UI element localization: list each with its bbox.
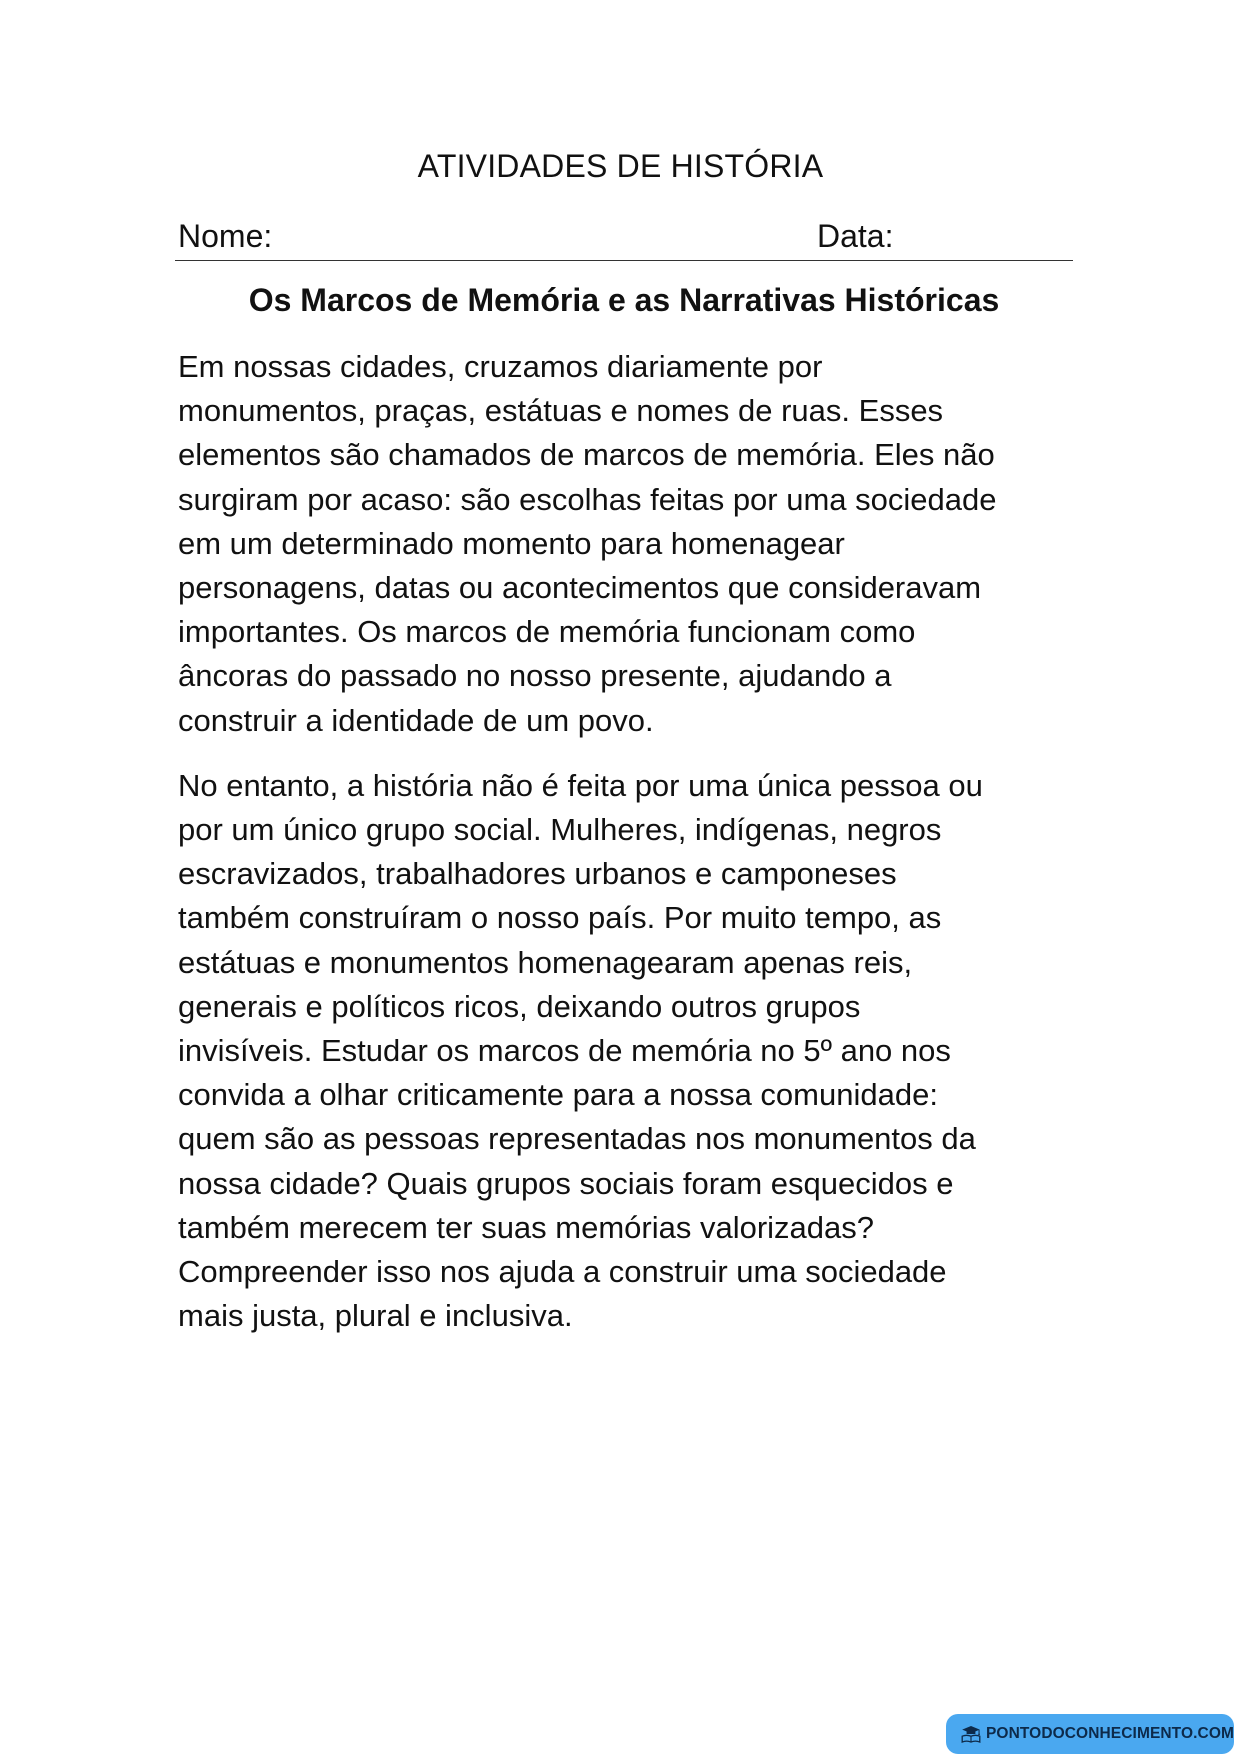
text-line: mais justa, plural e inclusiva. <box>178 1298 573 1334</box>
text-line: quem são as pessoas representadas nos monumentos da <box>178 1121 976 1157</box>
text-line: monumentos, praças, estátuas e nomes de ruas. Esses <box>178 393 944 429</box>
text-line: construir a identidade de um povo. <box>178 702 654 738</box>
text-line: em um determinado momento para homenagear <box>178 525 845 561</box>
site-badge[interactable] <box>946 1714 1234 1754</box>
page-title: ATIVIDADES DE HISTÓRIA <box>417 148 824 184</box>
name-date-row <box>175 212 1073 261</box>
date-label: Data: <box>817 218 894 254</box>
text-line: personagens, datas ou acontecimentos que consideravam <box>178 570 982 606</box>
text-heading: Os Marcos de Memória e as Narrativas Históricas <box>248 282 1000 318</box>
text-line: generais e políticos ricos, deixando outros grupos <box>178 988 861 1024</box>
text-line: convida a olhar criticamente para a nossa comunidade: <box>178 1077 938 1113</box>
text-line: escravizados, trabalhadores urbanos e camponeses <box>178 856 897 892</box>
paragraph-2 <box>178 764 1078 1339</box>
text-line: Em nossas cidades, cruzamos diariamente por <box>178 349 823 384</box>
text-line: âncoras do passado no nosso presente, ajudando a <box>178 658 892 694</box>
text-line: também construíram o nosso país. Por muito tempo, as <box>178 900 942 936</box>
text-line: importantes. Os marcos de memória funcionam como <box>178 614 916 650</box>
text-line: estátuas e monumentos homenagearam apenas reis, <box>178 944 913 980</box>
text-line: surgiram por acaso: são escolhas feitas por uma sociedade <box>178 481 997 517</box>
text-line: invisíveis. Estudar os marcos de memória no 5º ano nos <box>178 1033 951 1069</box>
site-label: PONTODOCONHECIMENTO.COM <box>985 1725 1234 1742</box>
text-line: também merecem ter suas memórias valorizadas? <box>178 1209 875 1245</box>
text-line: No entanto, a história não é feita por uma única pessoa ou <box>178 767 983 803</box>
text-line: elementos são chamados de marcos de memória. Eles não <box>178 437 995 473</box>
reading-text <box>178 345 1078 1338</box>
text-line: Compreender isso nos ajuda a construir uma sociedade <box>178 1254 947 1290</box>
paragraph-1 <box>178 345 1078 743</box>
text-line: nossa cidade? Quais grupos sociais foram esquecidos e <box>178 1165 954 1201</box>
graduate-reading-book-icon <box>960 1721 982 1747</box>
text-line: por um único grupo social. Mulheres, indígenas, negros <box>178 812 942 848</box>
name-label: Nome: <box>178 218 273 254</box>
